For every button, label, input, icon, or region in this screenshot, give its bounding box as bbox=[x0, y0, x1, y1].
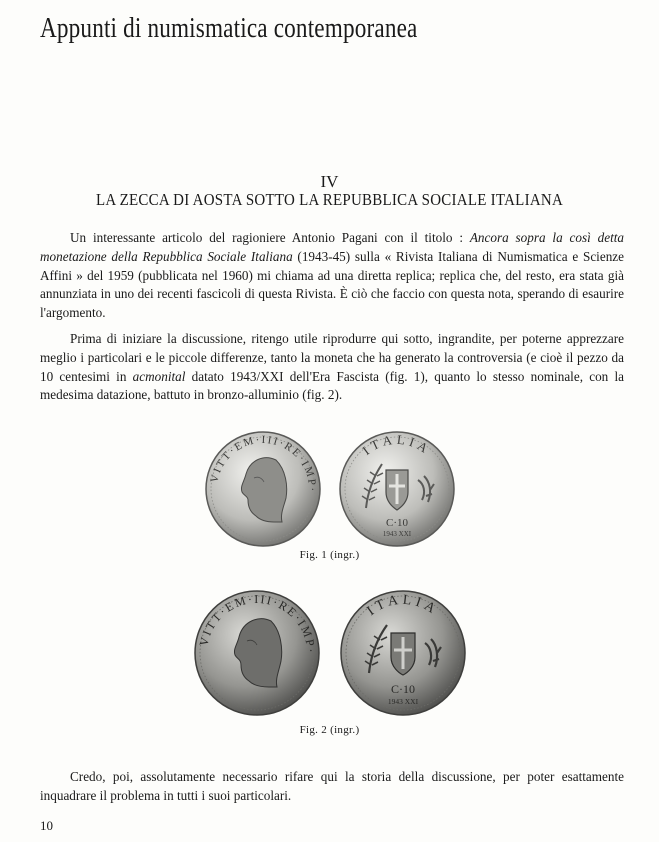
figure-1 bbox=[0, 430, 659, 548]
figure-2-caption: Fig. 2 (ingr.) bbox=[299, 724, 360, 736]
chapter-title: LA ZECCA DI AOSTA SOTTO LA REPUBBLICA SOCIALE ITALIANA bbox=[95, 190, 564, 209]
article-title: Ancora sopra la così detta monetazione della Repubblica Sociale Italiana bbox=[40, 230, 624, 264]
coin-reverse-fig2 bbox=[339, 589, 467, 717]
paragraph-text: Prima di iniziare la discussione, ritengo utile riprodurre qui sotto, ingrandite, per poterne apprezzare meglio i particolari e le piccole differenze, tanto la moneta che ha generato la controversia (e cioè il pezzo da 10 centesimi in bbox=[40, 331, 624, 384]
coin-reverse-fig1 bbox=[338, 430, 456, 548]
paragraph-figures bbox=[40, 330, 624, 405]
paragraph-intro bbox=[40, 229, 624, 323]
alloy-term: acmonital bbox=[132, 368, 186, 384]
coin-legend: ITALIA bbox=[358, 431, 434, 458]
coin-obverse-fig1 bbox=[204, 430, 322, 548]
running-title: Appunti di numismatica contemporanea bbox=[40, 12, 418, 44]
coin-legend: ITALIA bbox=[363, 592, 441, 619]
coin-legend: VITT·EM·III·RE·IMP· bbox=[195, 591, 318, 655]
chapter-number: IV bbox=[320, 172, 339, 191]
paragraph-text: Un interessante articolo del ragioniere Antonio Pagani con il titolo : bbox=[70, 230, 470, 245]
paragraph-history bbox=[40, 768, 624, 806]
coin-obverse-fig2 bbox=[193, 589, 321, 717]
coin-value: C·10 bbox=[390, 682, 415, 696]
coin-legend: VITT·EM·III·RE·IMP· bbox=[207, 433, 318, 494]
page-number: 10 bbox=[40, 818, 53, 833]
coin-value: C·10 bbox=[385, 517, 408, 529]
paragraph-text: Credo, poi, assolutamente necessario rifare qui la storia della discussione, per poter esattamente inquadrare il problema in tutti i suoi particolari. bbox=[40, 769, 624, 803]
paragraph-text: datato 1943/XXI dell'Era Fascista (fig. 1), quanto lo stesso nominale, con la medesima datazione, battuto in bronzo-alluminio (fig. 2). bbox=[40, 368, 625, 403]
figure-1-caption: Fig. 1 (ingr.) bbox=[299, 549, 360, 561]
coin-date: 1943 XXI bbox=[382, 530, 411, 538]
coin-date: 1943 XXI bbox=[387, 697, 418, 706]
figure-2 bbox=[0, 589, 659, 717]
paragraph-text: (1943-45) sulla « Rivista Italiana di Numismatica e Scienze Affini » del 1959 (pubblicata nel 1960) mi chiama ad una diretta replica; replica che, del resto, era stata già annunziata in uno dei recenti fascicoli di questa Rivista. È ciò che faccio con questa nota, sperando di esaurire l'argomento. bbox=[40, 248, 624, 321]
